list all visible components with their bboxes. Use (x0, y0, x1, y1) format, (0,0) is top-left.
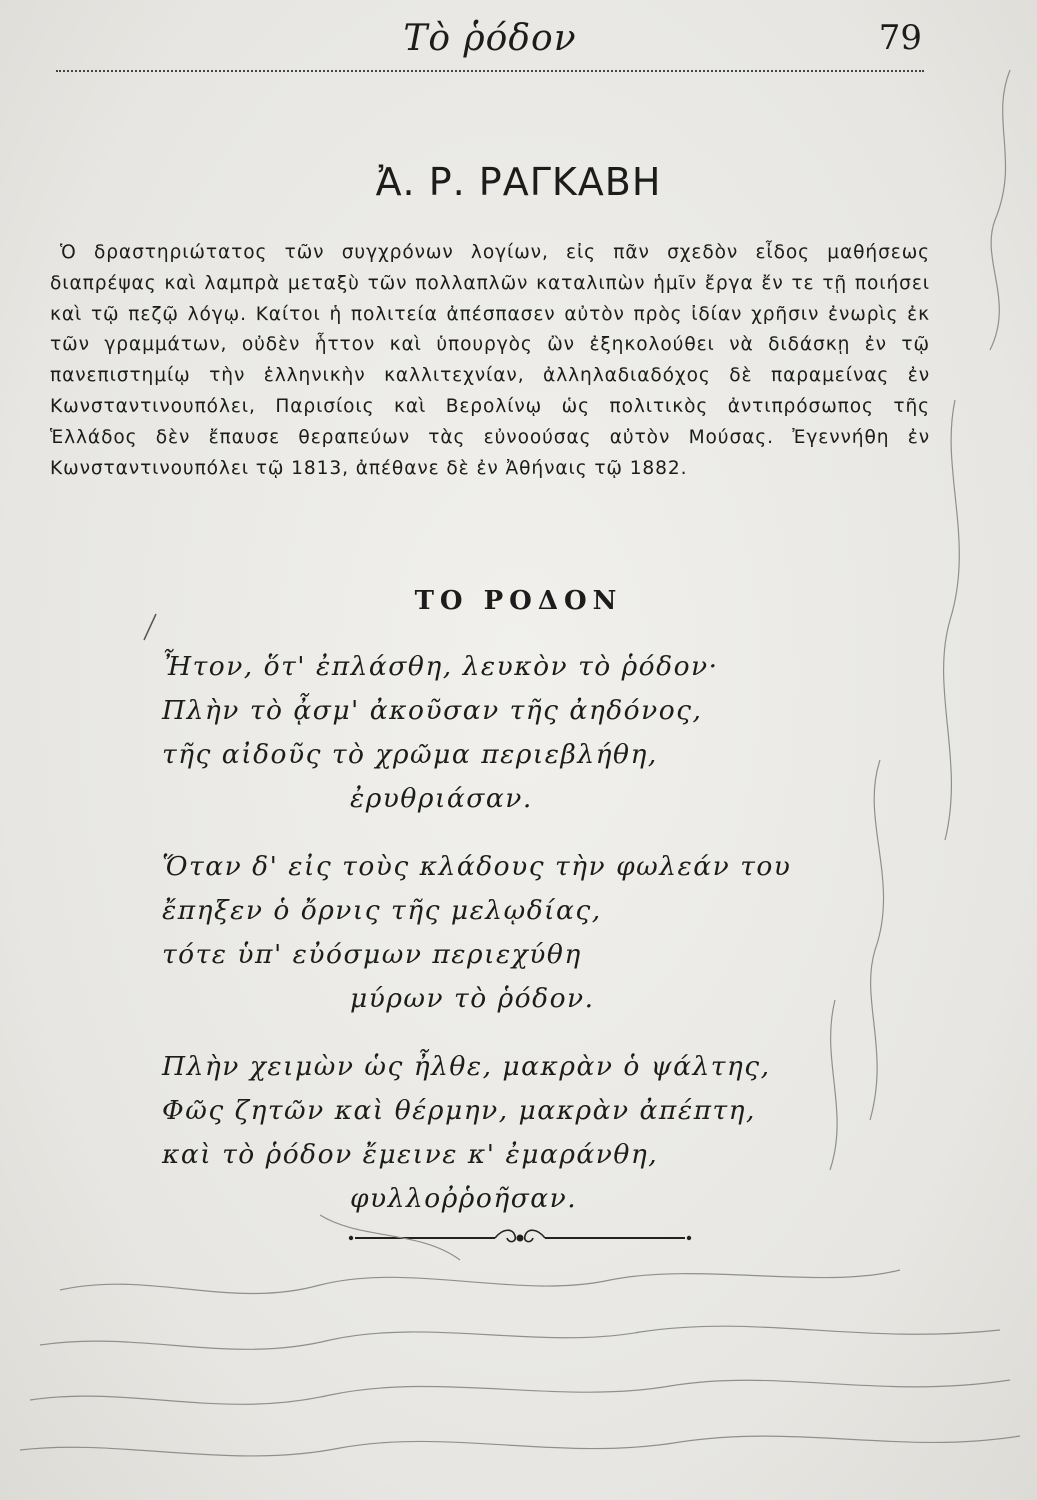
stanza (162, 845, 862, 1021)
verse-line: τῆς αἰδοῦς τὸ χρῶμα περιεβλήθη, (162, 739, 658, 770)
verse-line: τότε ὑπ' εὐόσμων περιεχύθη (162, 939, 582, 970)
verse-line: καὶ τὸ ῥόδον ἔμεινε κ' ἐμαράνθη, (162, 1139, 659, 1170)
running-head (56, 14, 924, 64)
verse-line-refrain: φυλλοῤῥοῆσαν. (350, 1183, 578, 1214)
page-number: 79 (878, 18, 922, 58)
poem-body (162, 645, 862, 1245)
author-biography: Ὁ δραστηριώτατος τῶν συγχρόνων λογίων, εἰς πᾶν σχεδὸν εἶδος μαθήσεως διαπρέψας καὶ λαμπρὰ μεταξὺ τῶν πολλαπλῶν καταλιπὼν ἡμῖν ἔργα ἔν τε τῇ ποιήσει καὶ τῷ πεζῷ λόγῳ. Καίτοι ἡ πολιτεία ἀπέσπασεν αὐτὸν πρὸς ἰδίαν χρῆσιν ἐνωρὶς ἐκ τῶν γραμμάτων, οὐδὲν ἧττον καὶ ὑπουργὸς ὢν ἐξηκολούθει νὰ διδάσκῃ ἐν τῷ πανεπιστημίῳ τὴν ἑλληνικὴν καλλιτεχνίαν, ἀλληλαδιαδόχος δὲ παραμείνας ἐν Κωνσταντινουπόλει, Παρισίοις καὶ Βερολίνῳ ὡς πολιτικὸς ἀντιπρόσωπος τῆς Ἑλλάδος δὲν ἔπαυσε θεραπεύων τὰς εὐνοούσας αὐτὸν Μούσας. Ἐγεννήθη ἐν Κωνσταντινουπόλει τῷ 1813, ἀπέθανε δὲ ἐν Ἀθήναις τῷ 1882. (50, 242, 930, 479)
verse-line: Ὅταν δ' εἰς τοὺς κλάδους τὴν φωλεάν του (162, 851, 792, 882)
stanza (162, 645, 862, 821)
author-heading: Ἀ. Ρ. ΡΑΓΚΑΒΗ (375, 160, 662, 204)
verse-line: Πλὴν χειμὼν ὡς ἦλθε, μακρὰν ὁ ψάλτης, (162, 1051, 771, 1082)
verse-line-refrain: ἐρυθριάσαν. (350, 783, 533, 814)
running-title: Τὸ ῥόδον (403, 18, 577, 59)
verse-line: Πλὴν τὸ ᾆσμ' ἀκοῦσαν τῆς ἀηδόνος, (162, 695, 703, 726)
ornamental-divider (345, 1226, 695, 1250)
verse-line: ἔπηξεν ὁ ὄρνις τῆς μελῳδίας, (162, 895, 602, 926)
header-dotted-rule (56, 70, 924, 72)
verse-line: Ἦτον, ὅτ' ἐπλάσθη, λευκὸν τὸ ῥόδον· (162, 651, 719, 682)
verse-line: Φῶς ζητῶν καὶ θέρμην, μακρὰν ἀπέπτη, (162, 1095, 756, 1126)
stanza (162, 1045, 862, 1221)
stray-pen-mark (140, 612, 160, 642)
verse-line-refrain: μύρων τὸ ῥόδον. (350, 983, 595, 1014)
poem-title: ΤΟ ΡΟΔΟΝ (414, 586, 623, 616)
